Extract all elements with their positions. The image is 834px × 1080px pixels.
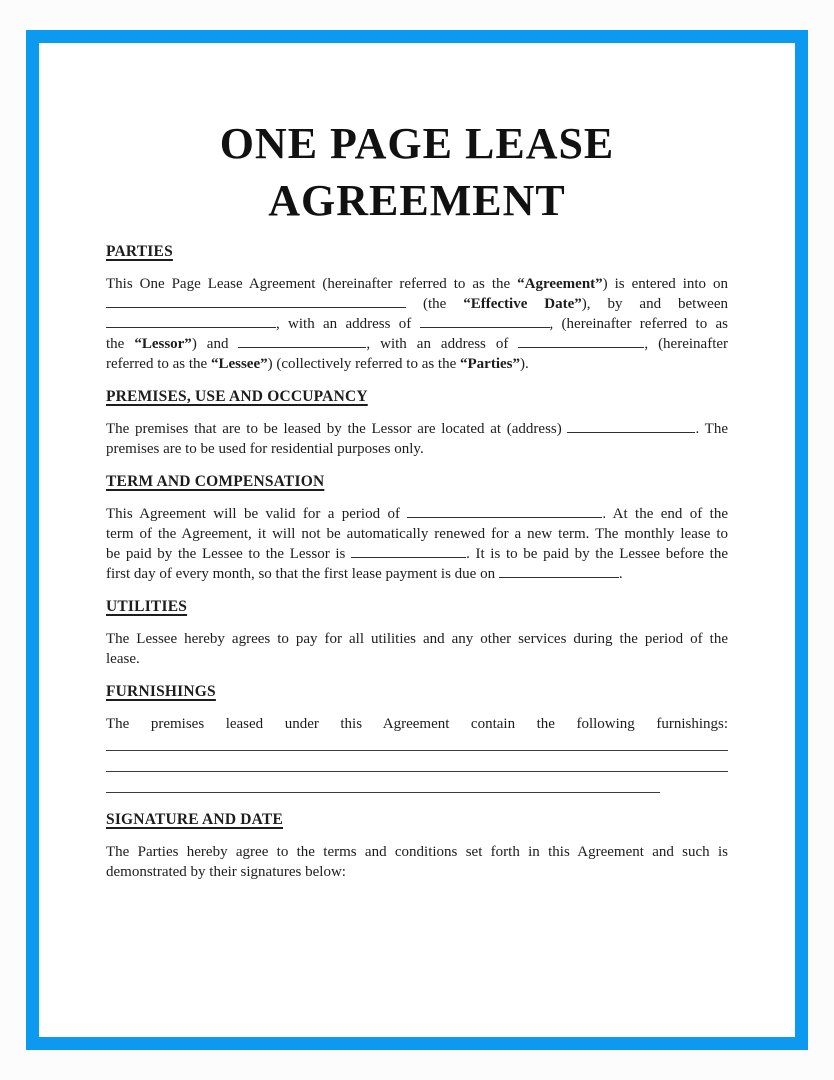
text-line — [106, 714, 728, 734]
text-run: . At the end of the — [602, 506, 728, 522]
text-run: , (hereinafter referred to as — [549, 316, 728, 332]
section-paragraph-term — [106, 504, 728, 584]
blank-field — [518, 334, 644, 348]
text-run: premises are to be used for residential purposes only. — [106, 441, 424, 457]
text-run: The premises that are to be leased by the Lessor are located at (address) — [106, 421, 568, 437]
text-line — [106, 314, 728, 334]
document-sections — [106, 242, 728, 882]
text-run: This One Page Lease Agreement (hereinafter referred to as the — [106, 276, 518, 292]
title-line-2: AGREEMENT — [268, 176, 566, 225]
text-line — [106, 274, 728, 294]
text-run: , with an address of — [366, 336, 519, 352]
text-line — [106, 504, 728, 524]
blank-field — [106, 294, 406, 308]
blank-field — [499, 564, 619, 578]
text-line — [106, 564, 728, 584]
section-paragraph-furnishings — [106, 714, 728, 797]
text-run: term of the Agreement, it will not be automatically renewed for a new term. The monthly lease to — [106, 526, 728, 542]
section-heading-term: TERM AND COMPENSATION — [106, 473, 325, 490]
text-run: first day of every month, so that the first lease payment is due on — [106, 566, 499, 582]
text-line — [106, 334, 728, 354]
section-heading-furnishings: FURNISHINGS — [106, 683, 216, 700]
section-heading-utilities: UTILITIES — [106, 598, 188, 615]
text-line — [106, 842, 728, 862]
text-line — [106, 419, 728, 439]
text-run: , with an address of — [276, 316, 420, 332]
bold-term: “Agreement” — [517, 276, 603, 292]
text-line — [106, 862, 728, 882]
section-paragraph-utilities — [106, 629, 728, 669]
blank-field — [567, 419, 695, 433]
blank-field — [238, 334, 366, 348]
text-run: ). — [520, 356, 529, 372]
title-line-1: ONE PAGE LEASE — [219, 119, 615, 168]
text-run: ) is entered into on — [602, 276, 728, 292]
blank-field — [351, 544, 466, 558]
document-content — [106, 43, 728, 882]
bold-term: “Parties” — [460, 356, 520, 372]
section-heading-signature: SIGNATURE AND DATE — [106, 811, 283, 828]
text-run: ) and — [191, 336, 239, 352]
section-paragraph-parties — [106, 274, 728, 374]
text-line — [106, 439, 728, 459]
text-run: , (hereinafter — [644, 336, 729, 352]
text-line — [106, 544, 728, 564]
text-run: referred to as the — [106, 356, 211, 372]
text-run: The premises leased under this Agreement contain the following furnishings: — [106, 716, 728, 732]
text-run: . It is to be paid by the Lessee before the — [466, 546, 729, 562]
blank-write-row — [106, 755, 728, 776]
blank-write-line — [106, 755, 728, 772]
text-run: the — [106, 336, 135, 352]
text-line — [106, 649, 728, 669]
section-paragraph-signature — [106, 842, 728, 882]
bold-term: “Effective Date” — [463, 296, 582, 312]
document-page — [26, 30, 808, 1050]
text-run: (the — [406, 296, 464, 312]
section-paragraph-premises — [106, 419, 728, 459]
blank-write-row — [106, 734, 728, 755]
text-run: The Parties hereby agree to the terms and conditions set forth in this Agreement and such is — [106, 844, 728, 860]
bold-term: “Lessee” — [210, 356, 268, 372]
text-run: be paid by the Lessee to the Lessor is — [106, 546, 352, 562]
text-line — [106, 354, 728, 374]
text-run: ), by and between — [581, 296, 728, 312]
blank-field — [407, 504, 602, 518]
text-run: The Lessee hereby agrees to pay for all utilities and any other services during the period of the — [106, 631, 728, 647]
section-heading-parties: PARTIES — [106, 243, 173, 260]
text-run: . — [618, 566, 623, 582]
bold-term: “Lessor” — [134, 336, 192, 352]
text-line — [106, 629, 728, 649]
text-line — [106, 524, 728, 544]
document-title — [106, 115, 728, 229]
text-run: This Agreement will be valid for a period of — [106, 506, 408, 522]
blank-write-line — [106, 734, 728, 751]
text-run: . The — [695, 421, 728, 437]
blank-write-row — [106, 776, 728, 797]
blank-write-line — [106, 776, 660, 793]
text-run: demonstrated by their signatures below: — [106, 864, 346, 880]
text-run: lease. — [106, 651, 140, 667]
text-run: ) (collectively referred to as the — [267, 356, 461, 372]
section-heading-premises: PREMISES, USE AND OCCUPANCY — [106, 388, 368, 405]
text-line — [106, 294, 728, 314]
blank-field — [106, 314, 276, 328]
blank-field — [420, 314, 550, 328]
